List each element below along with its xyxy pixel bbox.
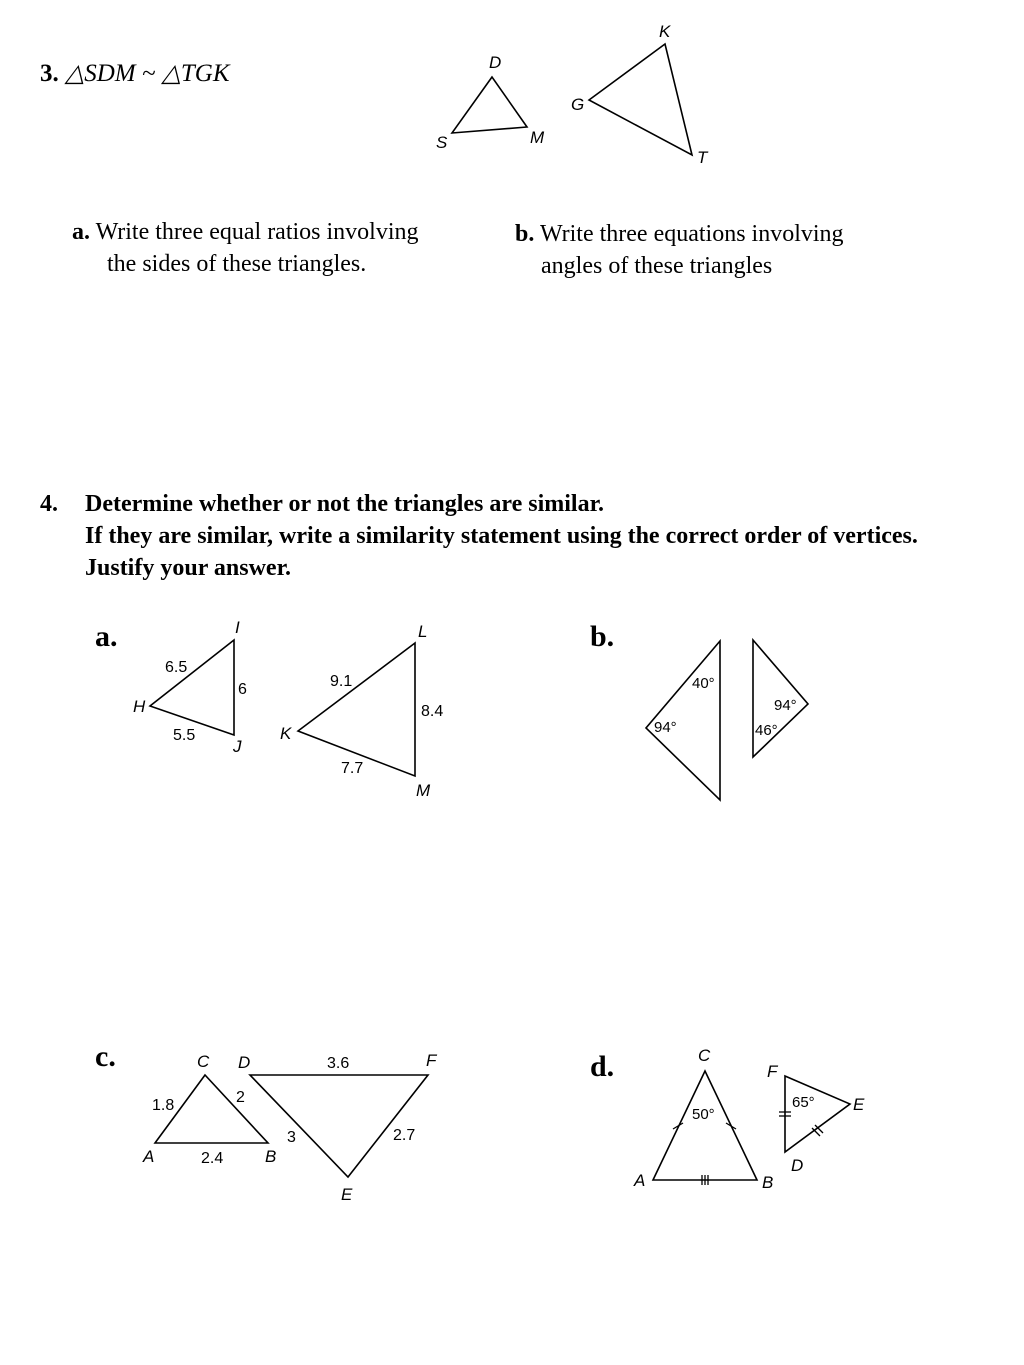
q3-part-a-line1: Write three equal ratios involving bbox=[95, 219, 419, 245]
side-label-fe: 2.7 bbox=[393, 1127, 416, 1144]
angle-label-94-left: 94° bbox=[654, 719, 677, 736]
side-label-hj: 5.5 bbox=[173, 727, 196, 744]
q4c-figure bbox=[142, 1051, 438, 1204]
q3-part-b-line2: angles of these triangles bbox=[541, 253, 773, 279]
vertex-label-l: L bbox=[418, 622, 428, 641]
vertex-label-a: A bbox=[143, 1147, 155, 1166]
side-label-cb: 2 bbox=[236, 1089, 245, 1106]
vertex-label-m: M bbox=[530, 128, 545, 147]
q3-part-b-line1: Write three equations involving bbox=[539, 221, 844, 247]
q4a-figure bbox=[133, 618, 443, 800]
triangle-klm bbox=[298, 643, 415, 776]
angle-label-40: 40° bbox=[692, 675, 715, 692]
vertex-label-f: F bbox=[426, 1051, 437, 1070]
vertex-label-k: K bbox=[280, 724, 292, 743]
vertex-label-f: F bbox=[767, 1062, 778, 1081]
q4-part-d-label: d. bbox=[590, 1050, 615, 1083]
vertex-label-m: M bbox=[416, 781, 431, 800]
vertex-label-h: H bbox=[133, 697, 146, 716]
vertex-label-g: G bbox=[571, 95, 585, 114]
side-label-kl: 9.1 bbox=[330, 673, 353, 690]
vertex-label-b: B bbox=[762, 1173, 774, 1192]
side-label-df: 3.6 bbox=[327, 1055, 350, 1072]
side-label-hi: 6.5 bbox=[165, 659, 188, 676]
triangle-abc-isosceles bbox=[653, 1071, 757, 1180]
q4-part-c-label: c. bbox=[95, 1040, 116, 1073]
angle-label-94-right: 94° bbox=[774, 697, 797, 714]
vertex-label-a: A bbox=[634, 1171, 646, 1190]
vertex-label-d: D bbox=[238, 1053, 251, 1072]
side-label-de: 3 bbox=[287, 1129, 296, 1146]
q4-part-b-label: b. bbox=[590, 620, 615, 653]
vertex-label-c: C bbox=[197, 1052, 210, 1071]
angle-label-65: 65° bbox=[792, 1094, 815, 1111]
triangle-def bbox=[250, 1075, 428, 1177]
q3-number: 3. bbox=[40, 60, 59, 87]
side-label-ac: 1.8 bbox=[152, 1097, 175, 1114]
vertex-label-t: T bbox=[697, 148, 708, 167]
vertex-label-d: D bbox=[489, 53, 502, 72]
vertex-label-s: S bbox=[436, 133, 448, 152]
q4b-figure bbox=[646, 640, 808, 800]
q3-part-a-line2: the sides of these triangles. bbox=[107, 251, 367, 277]
angle-label-50: 50° bbox=[692, 1106, 715, 1123]
vertex-label-i: I bbox=[235, 618, 240, 637]
q3-part-a-label: a. bbox=[72, 219, 90, 245]
q4d-figure bbox=[633, 1046, 865, 1192]
side-label-ij: 6 bbox=[238, 681, 247, 698]
q4-line1: Determine whether or not the triangles are similar. bbox=[85, 491, 605, 517]
q4-line3: Justify your answer. bbox=[85, 555, 292, 581]
q3-similarity-statement: △SDM ~ △TGK bbox=[65, 60, 230, 87]
q4-number: 4. bbox=[40, 491, 58, 517]
side-label-km: 7.7 bbox=[341, 760, 364, 777]
vertex-label-d: D bbox=[791, 1156, 804, 1175]
vertex-label-e: E bbox=[853, 1095, 865, 1114]
vertex-label-k: K bbox=[659, 22, 671, 41]
triangle-def-right bbox=[785, 1076, 850, 1152]
vertex-label-j: J bbox=[233, 737, 242, 756]
q3-part-b-label: b. bbox=[515, 221, 535, 247]
vertex-label-e: E bbox=[341, 1185, 353, 1204]
side-label-lm: 8.4 bbox=[421, 703, 444, 720]
q4-line2: If they are similar, write a similarity statement using the correct order of vertices. bbox=[85, 523, 918, 549]
vertex-label-c: C bbox=[698, 1046, 711, 1065]
q4-part-a-label: a. bbox=[95, 620, 118, 653]
vertex-label-b: B bbox=[265, 1147, 277, 1166]
angle-label-46: 46° bbox=[755, 722, 778, 739]
side-label-ab: 2.4 bbox=[201, 1150, 224, 1167]
triangle-hij bbox=[150, 640, 234, 735]
